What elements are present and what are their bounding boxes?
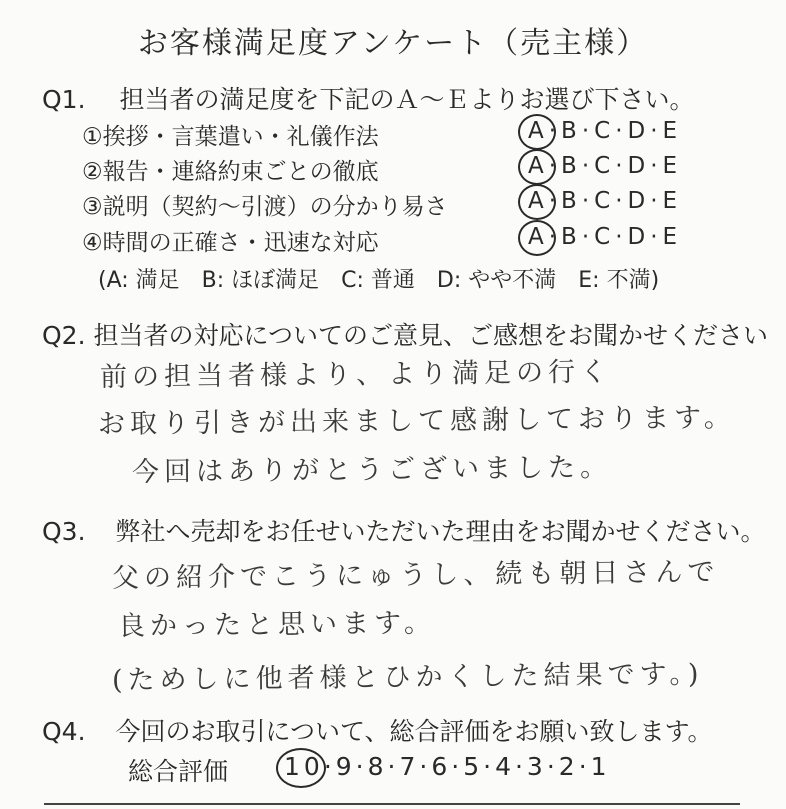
q1-item-4: ④時間の正確さ・迅速な対応 [82, 230, 379, 256]
q2-question: 担当者の対応についてのご意見、ご感想をお聞かせください [93, 321, 768, 350]
bottom-divider [44, 803, 740, 805]
q3-answer-line-1: 父の紹介でこうにゅうし、続も朝日さんで [111, 556, 720, 594]
q1-question: 担当者の満足度を下記のＡ～Ｅよりお選び下さい。 [119, 85, 695, 114]
q1-item-4-selected-circle [518, 220, 556, 256]
q1-label: Q1. [42, 85, 86, 114]
q1-item-2-options: A·B·C·D·E [528, 153, 681, 179]
q2-label: Q2. [42, 321, 86, 350]
q4-row [42, 712, 713, 748]
q2-row [42, 316, 768, 352]
q3-label: Q3. [42, 517, 86, 546]
q1-item-3: ③説明（契約～引渡）の分かり易さ [82, 194, 448, 220]
survey-title: お客様満足度アンケート（売主様） [137, 26, 649, 61]
q1-item-1-options: A·B·C·D·E [528, 118, 681, 144]
q1-item-3-selected-circle [518, 184, 556, 220]
q4-question: 今回のお取引について、総合評価をお願い致します。 [115, 717, 713, 746]
q4-score-label: 総合評価 [128, 757, 229, 786]
q4-selected-circle [276, 748, 326, 788]
q2-answer-line-2: お取り引きが出来まして感謝しております。 [97, 402, 737, 440]
q4-label: Q4. [42, 717, 86, 746]
q1-item-3-options: A·B·C·D·E [528, 188, 681, 214]
q3-answer-line-3: (ためしに他者様とひかくした結果です。) [111, 658, 704, 696]
q1-legend: (A: 満足 B: ほぼ満足 C: 普通 D: やや不満 E: 不満) [98, 268, 660, 293]
q3-answer-line-2: 良かったと思います。 [117, 607, 437, 642]
q3-row [42, 512, 766, 548]
q1-item-1: ①挨拶・言葉遣い・礼儀作法 [82, 124, 379, 150]
q2-answer-line-1: 前の担当者様より、より満足の行く [99, 356, 613, 393]
q1-row [42, 80, 695, 116]
q1-item-2: ②報告・連絡約束ごとの徹底 [82, 159, 379, 185]
q4-scale: 10·9·8·7·6·5·4·3·2·1 [284, 752, 611, 781]
q1-item-4-options: A·B·C·D·E [528, 224, 681, 250]
q1-item-1-selected-circle [518, 114, 556, 150]
q3-question: 弊社へ売却をお任せいただいた理由をお聞かせください。 [115, 517, 766, 546]
q2-answer-line-3: 今回はありがとうございました。 [131, 451, 613, 488]
q1-item-2-selected-circle [518, 149, 556, 185]
